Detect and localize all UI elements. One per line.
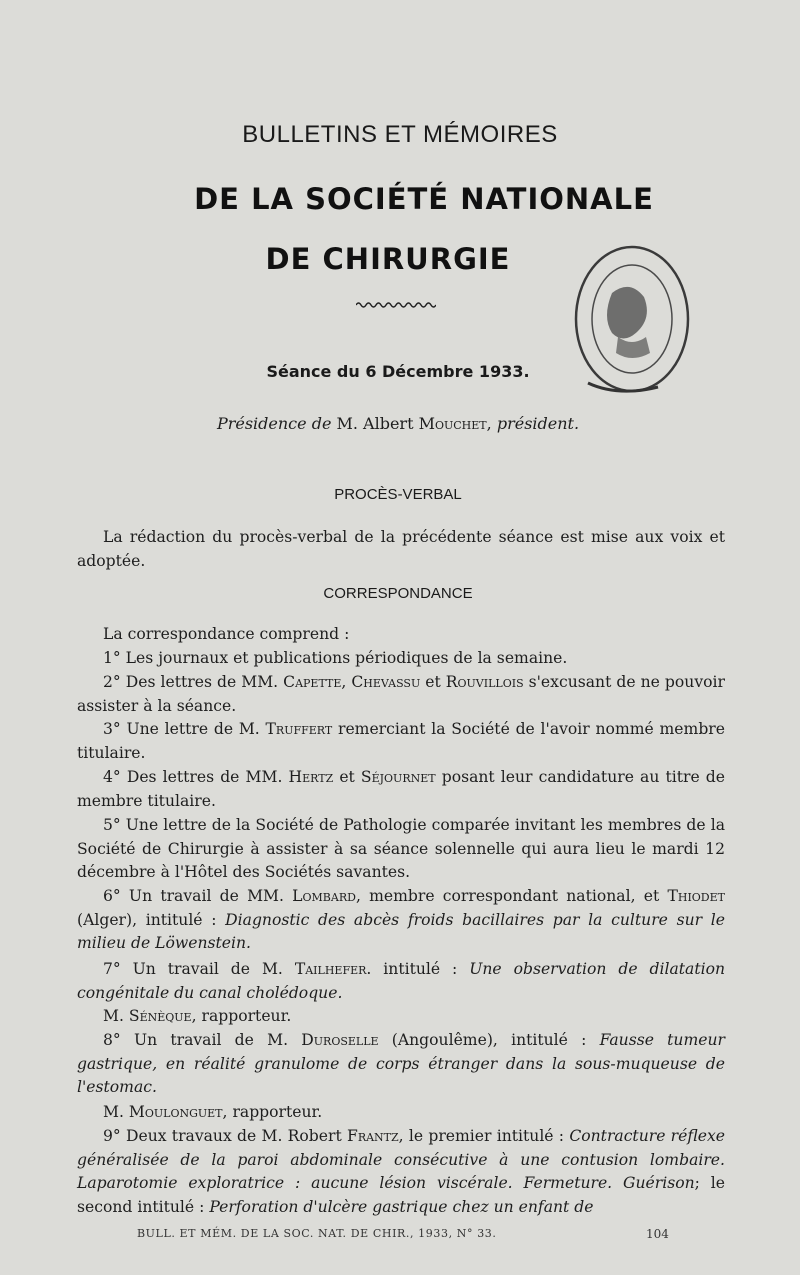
correspondance-item-9: 9° Deux travaux de M. Robert Frantz, le premier intitulé : Contracture réflexe généralisée de la paroi abdominale consécutive à une contusion lombaire. Laparotomie exploratrice : aucune lésion viscérale. Fermeture. Guérison; le second intitulé : Perforation d'ulcère gastrique chez un enfant de: [77, 1127, 726, 1216]
correspondance-item-7: 7° Un travail de M. Tailhefer. intitulé : Une observation de dilatation congénitale du canal cholédoque.: [77, 960, 726, 1002]
journal-title-line3: DE CHIRURGIE: [265, 242, 511, 276]
section-heading-correspondance: CORRESPONDANCE: [323, 585, 473, 602]
rapporteur-item-8: M. Moulonguet, rapporteur.: [103, 1103, 323, 1121]
correspondance-item-6: 6° Un travail de MM. Lombard, membre correspondant national, et Thiodet (Alger), intitulé : Diagnostic des abcès froids bacillaires par la culture sur le milieu de Löwenstein.: [77, 887, 725, 953]
correspondance-item-8: 8° Un travail de M. Duroselle (Angoulême), intitulé : Fausse tumeur gastrique, en réalité granulome de corps étranger dans la sous-muqueuse de l'estomac.: [77, 1031, 725, 1097]
correspondance-item-3: 3° Une lettre de M. Truffert remerciant la Société de l'avoir nommé membre titulaire.: [77, 720, 725, 762]
proces-verbal-paragraph: La rédaction du procès-verbal de la précédente séance est mise aux voix et adoptée.: [77, 528, 725, 570]
correspondance-item-1: 1° Les journaux et publications périodiques de la semaine.: [103, 649, 568, 667]
correspondance-intro: La correspondance comprend :: [103, 625, 350, 643]
journal-title-line2: DE LA SOCIÉTÉ NATIONALE: [194, 182, 654, 216]
correspondance-item-2: 2° Des lettres de MM. Capette, Chevassu et Rouvillois s'excusant de ne pouvoir assister à la séance.: [77, 673, 725, 715]
presidency-line: Présidence de M. Albert Mouchet, président.: [216, 414, 580, 433]
rapporteur-item-7: M. Sénèque, rapporteur.: [103, 1007, 292, 1025]
ornament-divider: [356, 300, 436, 310]
footer-citation: BULL. ET MÉM. DE LA SOC. NAT. DE CHIR., 1933, N° 33.: [137, 1227, 497, 1240]
page-number: 104: [646, 1227, 669, 1241]
session-date: Séance du 6 Décembre 1933.: [266, 362, 530, 381]
journal-title-line1: BULLETINS ET MÉMOIRES: [242, 121, 558, 148]
section-heading-proces-verbal: PROCÈS-VERBAL: [334, 486, 462, 503]
correspondance-item-4: 4° Des lettres de MM. Hertz et Séjournet posant leur candidature au titre de membre titulaire.: [77, 768, 725, 810]
correspondance-item-5: 5° Une lettre de la Société de Pathologie comparée invitant les membres de la Société de Chirurgie à assister à sa séance solennelle qui aura lieu le mardi 12 décembre à l'Hôtel des Sociétés savantes.: [77, 816, 725, 882]
